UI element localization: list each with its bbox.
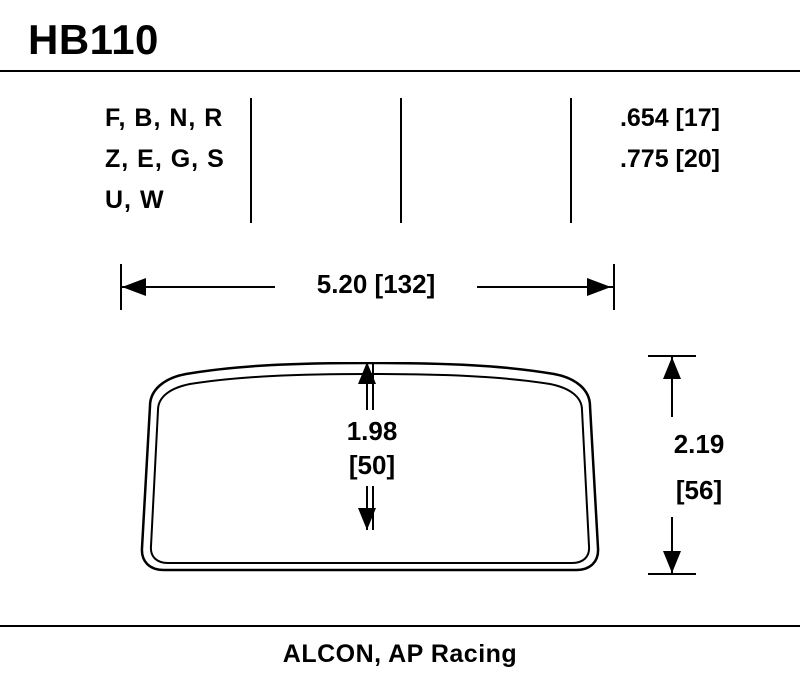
arrow-down-icon [663, 551, 681, 573]
column-divider-1 [250, 98, 252, 223]
arrow-up-icon [358, 362, 376, 384]
column-divider-3 [570, 98, 572, 223]
arrow-up-icon [663, 357, 681, 379]
inner-height-mm: [50] [348, 450, 396, 480]
thickness-row: .654 [17] [619, 104, 720, 132]
column-divider-2 [400, 98, 402, 223]
specification-table [95, 98, 720, 223]
compound-code-row: U, W [105, 186, 165, 214]
overall-height-mm: [56] [675, 475, 723, 505]
inner-height-label [317, 410, 427, 486]
overall-height-dimension [648, 355, 778, 575]
compound-code-list [105, 98, 245, 221]
divider-bottom [0, 625, 800, 627]
compound-code-row: Z, E, G, S [105, 145, 225, 173]
divider-top [0, 70, 800, 72]
compound-code-row: F, B, N, R [105, 104, 224, 132]
width-dimension-label: 5.20 [132] [275, 267, 477, 302]
arrow-right-icon [587, 278, 611, 296]
overall-height-label [644, 417, 754, 517]
thickness-list [580, 98, 720, 180]
arrow-left-icon [122, 278, 146, 296]
arrow-down-icon [358, 508, 376, 530]
thickness-row: .775 [20] [619, 145, 720, 173]
width-dimension [120, 255, 615, 315]
page-title: HB110 [28, 16, 159, 63]
inner-height-inches: 1.98 [346, 416, 398, 446]
application-caption: ALCON, AP Racing [282, 640, 518, 668]
overall-height-inches: 2.19 [673, 429, 725, 459]
inner-height-dimension [345, 362, 435, 530]
